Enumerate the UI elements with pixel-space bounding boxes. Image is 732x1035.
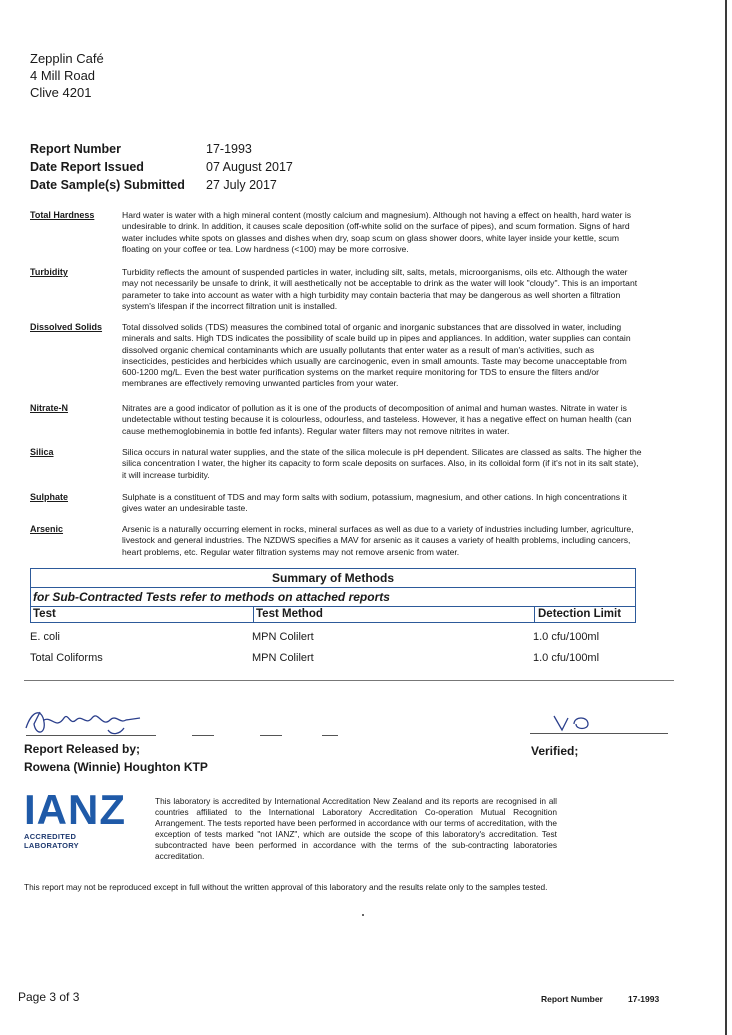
footer-report-number: 17-1993 (628, 994, 660, 1004)
section-label: Total Hardness (30, 210, 95, 220)
section-text: Nitrates are a good indicator of pollution as it is one of the products of decomposition of animal and human wastes. Nitrate in water is undetectable without testing because it is colourless, odourless, and tasteless. However, it has a negative effect on human health (can cause methemoglobinemia in bottle fed infants). Regular water filters may not remove nitrites in water. (122, 403, 632, 436)
header-method: Test Method (253, 607, 534, 622)
section-label: Nitrate-N (30, 403, 69, 413)
section-label: Silica (30, 447, 54, 457)
methods-note: for Sub-Contracted Tests refer to methods on attached reports (31, 588, 635, 607)
meta-label: Date Report Issued (30, 160, 144, 174)
section-text: Hard water is water with a high mineral content (mostly calcium and magnesium). Although not having a effect on health, hard water is undesirable to drink. In addition, it causes scale deposition (off-white solid on the surface of pipes), and scum formation. Signs of hard water includes white spots on glasses and dishes when dry, soap scum on glass shower doors, white layer inside your kettle, scum floating on your coffee or tea. Low hardness (<100) may be more corrosive. (122, 210, 632, 254)
report-meta (30, 140, 293, 194)
cell-test: Total Coliforms (30, 652, 103, 664)
section-text: Silica occurs in natural water supplies, and the state of the silica molecule is pH dependent. Silicates are classed as salts. The higher the silica concentration I water, the higher its capacity to form scale deposits on surfaces. Also, in its colloidal form (if it's not in its salt state), it will increase turbidity. (122, 447, 642, 480)
section-total-hardness (30, 210, 642, 255)
reproduction-notice: This report may not be reproduced except in full without the written approval of this laboratory and the results relate only to the samples tested. (24, 882, 548, 892)
released-by-name: Rowena (Winnie) Houghton KTP (24, 760, 208, 774)
cell-test: E. coli (30, 631, 60, 643)
methods-title: Summary of Methods (31, 569, 635, 588)
page-number: Page 3 of 3 (18, 990, 80, 1004)
header-limit: Detection Limit (534, 607, 635, 622)
section-text: Arsenic is a naturally occurring element in rocks, mineral surfaces as well as due to a variety of industries including lumber, agriculture, livestock and general industries. The NZDWS specifies a MAV for arsenic as it causes a variety of health problems, including cancers, heart problems, etc. Regular water filtration systems may not remove arsenic from water. (122, 524, 634, 557)
meta-row-date-issued (30, 158, 293, 176)
section-label: Turbidity (30, 267, 68, 277)
client-street: 4 Mill Road (30, 68, 96, 83)
methods-table (30, 568, 636, 623)
signature-line (26, 735, 156, 736)
meta-label: Date Sample(s) Submitted (30, 178, 185, 192)
table-row (30, 628, 634, 646)
section-divider (24, 680, 674, 681)
ianz-logo (24, 786, 132, 850)
section-text: Sulphate is a constituent of TDS and may form salts with sodium, potassium, magnesium, and other cations. In high concentrations it gives water an undesirable taste. (122, 492, 627, 514)
cell-method: MPN Colilert (252, 652, 314, 664)
section-text: Total dissolved solids (TDS) measures the combined total of organic and inorganic substances that are dissolved in water, including minerals and salts. High TDS indicates the possibility of scale build up in pipes and appliances. In addition, water supplies can contain dissolved organic chemical contaminants which are usually pollutants that enter water as a result of man's activities, such as insecticides, pesticides and herbicides which usually are carcinogenic, even in small amounts. Taste may become unacceptable from 600-1200 mg/L. Even the best water purification systems on the market require monitoring for TDS to ensure the filters and/or membranes are effectively removing unwanted particles from your water. (122, 322, 631, 389)
section-label: Dissolved Solids (30, 322, 103, 332)
section-silica (30, 447, 642, 481)
page-edge (725, 0, 727, 1035)
meta-label: Report Number (30, 142, 121, 156)
footer-report-number-label: Report Number (541, 994, 603, 1004)
meta-row-date-submitted (30, 176, 293, 194)
section-label: Arsenic (30, 524, 64, 534)
meta-value: 27 July 2017 (206, 178, 277, 192)
cell-limit: 1.0 cfu/100ml (533, 652, 600, 664)
meta-row-report-number (30, 140, 293, 158)
section-text: Turbidity reflects the amount of suspended particles in water, including silt, salts, metals, microorganisms, oils etc. Although the water may not necessarily be unsafe to drink, it will aesthetically not be acceptable to drink as the water will look "cloudy". This is an important parameter to take into account as water with a high turbidity may contain bacteria that may be dangerous as well shorten a filtration system's lifespan if the incorrect filtration unit is installed. (122, 267, 638, 311)
signature-line-dash (260, 735, 282, 736)
cell-method: MPN Colilert (252, 631, 314, 643)
verified-label: Verified; (531, 744, 579, 758)
client-town: Clive 4201 (30, 85, 92, 100)
verified-line (530, 733, 668, 734)
accreditation-statement: This laboratory is accredited by International Accreditation New Zealand and its reports are recognised in all countries affiliated to the International Laboratory Accreditation Co-operation Mutual Recognition Arrangement. The tests reported have been performed in accordance with our terms of accreditation, with the exception of tests marked "not IANZ", which are outside the scope of this laboratory's accreditation. Test subcontracted have been performed in accordance with the terms of the sub-contracting laboratories accreditation. (155, 796, 557, 861)
ianz-logo-text: IANZ (24, 786, 126, 833)
meta-value: 07 August 2017 (206, 160, 293, 174)
section-label: Sulphate (30, 492, 69, 502)
client-name: Zepplin Café (30, 51, 104, 66)
section-arsenic (30, 524, 642, 558)
client-address (30, 50, 104, 101)
stray-mark (362, 914, 364, 916)
cell-limit: 1.0 cfu/100ml (533, 631, 600, 643)
signature-line-dash (322, 735, 338, 736)
released-by-label: Report Released by; (24, 742, 141, 756)
header-test: Test (33, 608, 56, 620)
methods-header-row (31, 607, 635, 622)
section-turbidity (30, 267, 642, 312)
signature-line-dash (192, 735, 214, 736)
ianz-logo-subtitle: ACCREDITED LABORATORY (24, 832, 79, 850)
section-sulphate (30, 492, 642, 515)
verified-signature (548, 708, 608, 736)
section-nitrate (30, 403, 642, 437)
meta-value: 17-1993 (206, 142, 252, 156)
section-dissolved-solids (30, 322, 642, 390)
table-row (30, 649, 634, 667)
